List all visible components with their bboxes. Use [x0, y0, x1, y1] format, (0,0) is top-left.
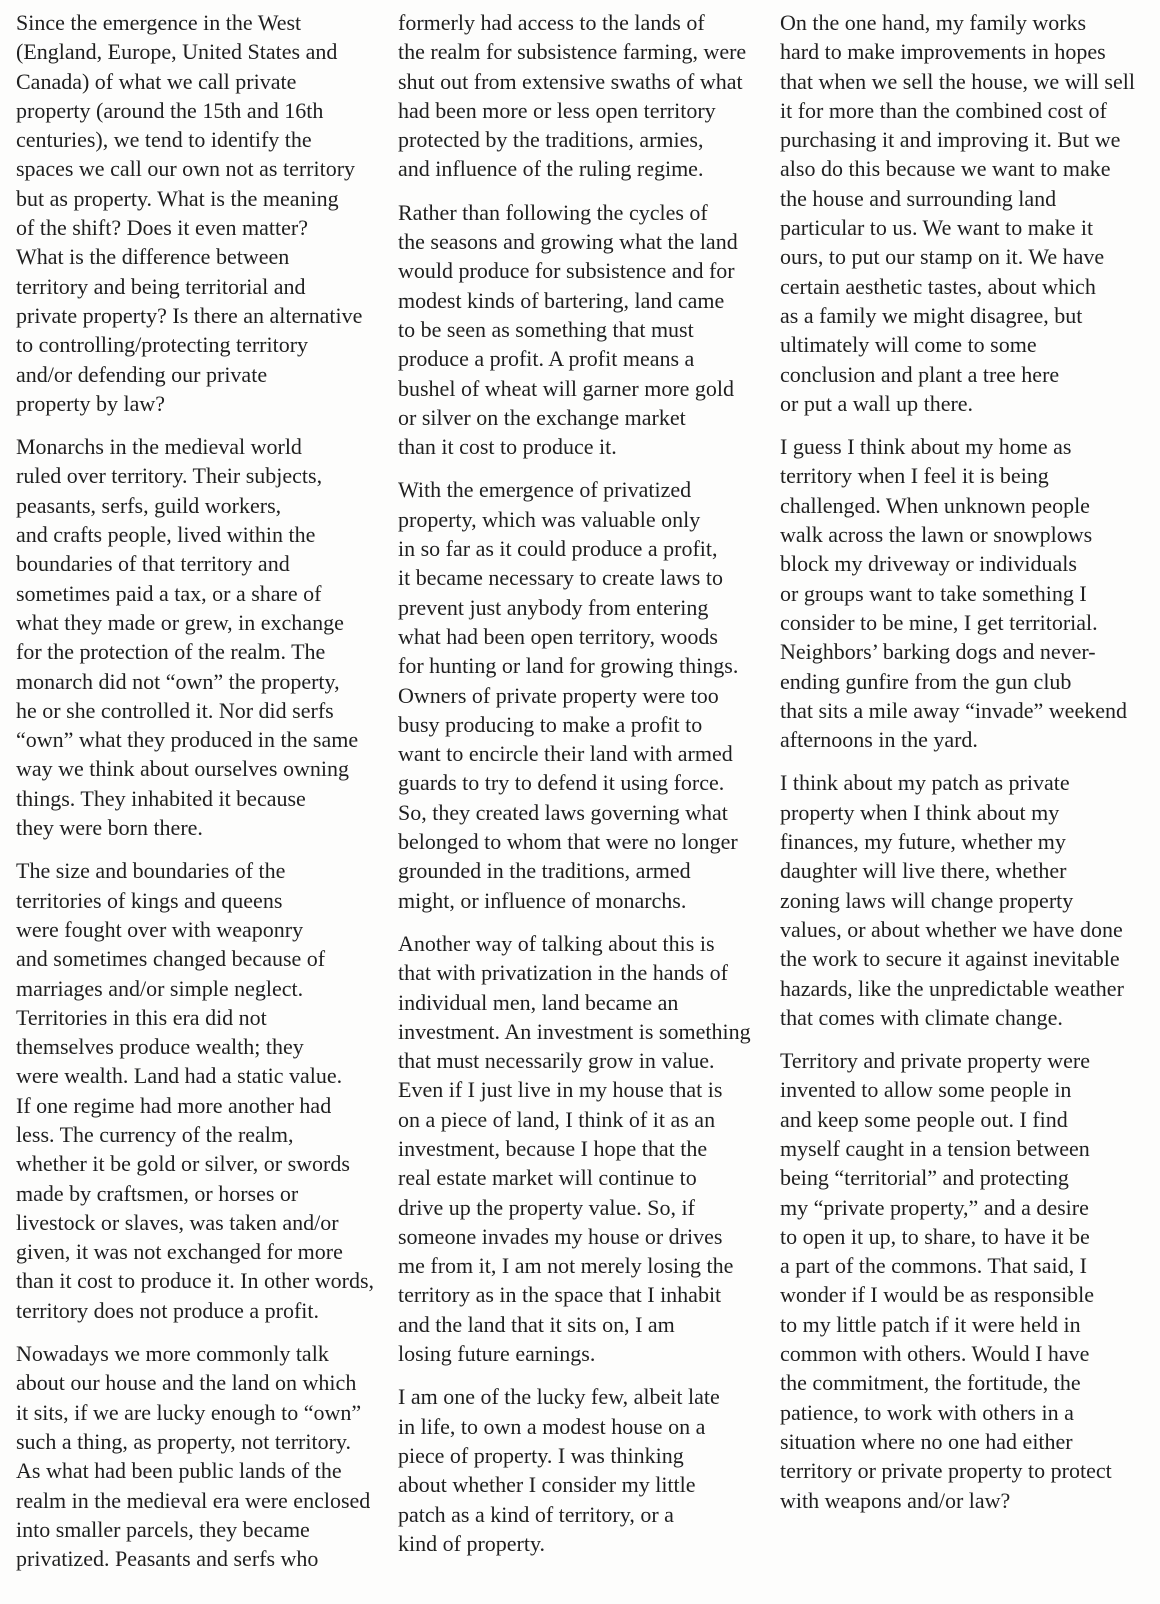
text-line: investment, because I hope that the: [398, 1135, 708, 1161]
text-line: property when I think about my: [780, 799, 1060, 825]
text-line: private property? Is there an alternative: [16, 302, 363, 328]
text-line: had been more or less open territory: [398, 97, 716, 123]
text-line: it for more than the combined cost of: [780, 97, 1107, 123]
text-line: wonder if I would be as responsible: [780, 1282, 1095, 1308]
text-line: patience, to work with others in a: [780, 1399, 1074, 1425]
text-line: I think about my patch as private: [780, 770, 1070, 796]
text-line: he or she controlled it. Nor did serfs: [16, 697, 334, 723]
text-line: and/or defending our private: [16, 361, 268, 387]
text-line: a part of the commons. That said, I: [780, 1253, 1087, 1279]
text-line: prevent just anybody from entering: [398, 594, 709, 620]
text-line: in life, to own a modest house on a: [398, 1413, 706, 1439]
text-line: afternoons in the yard.: [780, 727, 978, 753]
text-line: that sits a mile away “invade” weekend: [780, 697, 1127, 723]
paragraph: [780, 432, 1146, 754]
text-line: property by law?: [16, 390, 166, 416]
text-line: territory and being territorial and: [16, 273, 306, 299]
text-line: Since the emergence in the West: [16, 10, 302, 35]
text-line: and keep some people out. I find: [780, 1106, 1068, 1132]
text-line: territory does not produce a profit.: [16, 1297, 320, 1323]
text-line: drive up the property value. So, if: [398, 1194, 695, 1220]
text-line: of the shift? Does it even matter?: [16, 215, 309, 241]
text-line: were fought over with weaponry: [16, 916, 304, 942]
text-line: and crafts people, lived within the: [16, 522, 316, 548]
text-line: If one regime had more another had: [16, 1092, 332, 1118]
text-line: Monarchs in the medieval world: [16, 434, 302, 460]
text-line: or groups want to take something I: [780, 580, 1087, 606]
text-line: common with others. Would I have: [780, 1341, 1090, 1367]
text-line: protected by the traditions, armies,: [398, 127, 704, 153]
text-line: real estate market will continue to: [398, 1165, 697, 1191]
text-line: hazards, like the unpredictable weather: [780, 975, 1124, 1001]
text-line: hard to make improvements in hopes: [780, 39, 1106, 65]
text-line: Rather than following the cycles of: [398, 199, 708, 225]
text-line: zoning laws will change property: [780, 887, 1074, 913]
text-line: and sometimes changed because of: [16, 946, 326, 972]
text-line: ending gunfire from the gun club: [780, 668, 1072, 694]
text-line: individual men, land became an: [398, 989, 679, 1015]
text-line: want to encircle their land with armed: [398, 741, 733, 767]
text-line: and the land that it sits on, I am: [398, 1311, 675, 1337]
text-line: to my little patch if it were held in: [780, 1311, 1081, 1337]
paragraph: [398, 198, 758, 462]
text-line: kind of property.: [398, 1530, 546, 1556]
text-line: I guess I think about my home as: [780, 434, 1072, 460]
text-line: Owners of private property were too: [398, 682, 719, 708]
text-line: produce a profit. A profit means a: [398, 346, 695, 372]
text-line: bushel of wheat will garner more gold: [398, 375, 735, 401]
text-line: peasants, serfs, guild workers,: [16, 492, 282, 518]
text-line: myself caught in a tension between: [780, 1135, 1090, 1161]
text-line: investment. An investment is something: [398, 1018, 751, 1044]
text-line: sometimes paid a tax, or a share of: [16, 580, 322, 606]
text-line: territory as in the space that I inhabit: [398, 1282, 722, 1308]
text-line: in so far as it could produce a profit,: [398, 536, 718, 562]
paragraph: [398, 1382, 758, 1558]
text-line: for the protection of the realm. The: [16, 639, 326, 665]
text-line: into smaller parcels, they became: [16, 1516, 310, 1542]
text-line: finances, my future, whether my: [780, 829, 1066, 855]
text-line: “own” what they produced in the same: [16, 727, 359, 753]
paragraph: [398, 475, 758, 914]
text-line: what they made or grew, in exchange: [16, 609, 344, 635]
text-line: Territories in this era did not: [16, 1004, 267, 1030]
text-line: certain aesthetic tastes, about which: [780, 273, 1096, 299]
text-line: Another way of talking about this is: [398, 930, 715, 956]
text-line: being “territorial” and protecting: [780, 1165, 1069, 1191]
text-line: to controlling/protecting territory: [16, 332, 309, 358]
text-line: or put a wall up there.: [780, 390, 974, 416]
text-line: On the one hand, my family works: [780, 10, 1087, 35]
text-line: that with privatization in the hands of: [398, 960, 728, 986]
text-line: with weapons and/or law?: [780, 1487, 1011, 1513]
paragraph: [16, 1339, 380, 1573]
text-line: monarch did not “own” the property,: [16, 668, 340, 694]
text-line: patch as a kind of territory, or a: [398, 1501, 674, 1527]
text-line: also do this because we want to make: [780, 156, 1111, 182]
text-line: formerly had access to the lands of: [398, 10, 705, 35]
text-line: the house and surrounding land: [780, 185, 1057, 211]
text-line: territory when I feel it is being: [780, 463, 1049, 489]
text-line: As what had been public lands of the: [16, 1458, 342, 1484]
text-line: I am one of the lucky few, albeit late: [398, 1384, 720, 1410]
text-line: and influence of the ruling regime.: [398, 156, 704, 182]
text-line: invented to allow some people in: [780, 1077, 1072, 1103]
text-line: daughter will live there, whether: [780, 858, 1067, 884]
text-line: realm in the medieval era were enclosed: [16, 1487, 371, 1513]
text-line: less. The currency of the realm,: [16, 1121, 294, 1147]
text-line: busy producing to make a profit to: [398, 711, 703, 737]
text-line: ultimately will come to some: [780, 332, 1037, 358]
text-line: piece of property. I was thinking: [398, 1442, 684, 1468]
text-line: way we think about ourselves owning: [16, 756, 349, 782]
text-line: property (around the 15th and 16th: [16, 97, 324, 123]
text-line: Territory and private property were: [780, 1048, 1090, 1074]
text-line: about whether I consider my little: [398, 1472, 696, 1498]
text-line: to be seen as something that must: [398, 316, 694, 342]
text-line: belonged to whom that were no longer: [398, 829, 738, 855]
text-line: as a family we might disagree, but: [780, 302, 1083, 328]
text-line: losing future earnings.: [398, 1341, 596, 1367]
text-line: purchasing it and improving it. But we: [780, 127, 1121, 153]
text-line: values, or about whether we have done: [780, 916, 1123, 942]
text-line: the seasons and growing what the land: [398, 229, 738, 255]
text-line: they were born there.: [16, 815, 203, 841]
paragraph: [780, 768, 1146, 1032]
text-line: consider to be mine, I get territorial.: [780, 609, 1098, 635]
paragraph: [398, 929, 758, 1368]
text-line: than it cost to produce it.: [398, 434, 617, 460]
text-line: property, which was valuable only: [398, 506, 701, 532]
text-line: it became necessary to create laws to: [398, 565, 723, 591]
text-column-2: [398, 8, 758, 1572]
text-column-3: [780, 8, 1146, 1529]
text-line: given, it was not exchanged for more: [16, 1239, 343, 1265]
text-line: With the emergence of privatized: [398, 477, 692, 503]
text-line: territory or private property to protect: [780, 1458, 1112, 1484]
text-line: it sits, if we are lucky enough to “own”: [16, 1399, 362, 1425]
text-line: would produce for subsistence and for: [398, 258, 735, 284]
paragraph: [780, 8, 1146, 418]
text-line: that when we sell the house, we will sell: [780, 68, 1135, 94]
text-column-1: [16, 8, 380, 1587]
text-line: themselves produce wealth; they: [16, 1034, 304, 1060]
text-line: what had been open territory, woods: [398, 623, 718, 649]
text-line: What is the difference between: [16, 244, 290, 270]
text-line: ruled over territory. Their subjects,: [16, 463, 323, 489]
text-line: particular to us. We want to make it: [780, 215, 1094, 241]
text-line: the work to secure it against inevitable: [780, 946, 1120, 972]
text-line: guards to try to defend it using force.: [398, 770, 725, 796]
text-line: than it cost to produce it. In other words,: [16, 1268, 375, 1294]
text-line: to open it up, to share, to have it be: [780, 1223, 1090, 1249]
text-line: marriages and/or simple neglect.: [16, 975, 304, 1001]
paragraph: [16, 432, 380, 842]
text-line: someone invades my house or drives: [398, 1223, 723, 1249]
text-line: the realm for subsistence farming, were: [398, 39, 747, 65]
text-line: on a piece of land, I think of it as an: [398, 1106, 716, 1132]
text-line: centuries), we tend to identify the: [16, 127, 312, 153]
text-line: or silver on the exchange market: [398, 404, 686, 430]
text-line: spaces we call our own not as territory: [16, 156, 356, 182]
text-line: the commitment, the fortitude, the: [780, 1370, 1081, 1396]
text-line: So, they created laws governing what: [398, 799, 728, 825]
text-line: Nowadays we more commonly talk: [16, 1341, 329, 1367]
text-line: Canada) of what we call private: [16, 68, 297, 94]
text-line: situation where no one had either: [780, 1428, 1073, 1454]
text-line: territories of kings and queens: [16, 887, 283, 913]
text-line: made by craftsmen, or horses or: [16, 1180, 299, 1206]
text-line: might, or influence of monarchs.: [398, 887, 687, 913]
text-line: walk across the lawn or snowplows: [780, 522, 1093, 548]
text-line: privatized. Peasants and serfs who: [16, 1546, 319, 1572]
paragraph: [16, 8, 380, 418]
text-line: that comes with climate change.: [780, 1004, 1063, 1030]
paragraph: [16, 856, 380, 1325]
text-line: were wealth. Land had a static value.: [16, 1063, 343, 1089]
text-line: challenged. When unknown people: [780, 492, 1090, 518]
text-line: things. They inhabited it because: [16, 785, 306, 811]
text-line: (England, Europe, United States and: [16, 39, 338, 65]
text-line: boundaries of that territory and: [16, 551, 290, 577]
text-line: for hunting or land for growing things.: [398, 653, 739, 679]
text-line: conclusion and plant a tree here: [780, 361, 1060, 387]
text-line: that must necessarily grow in value.: [398, 1048, 715, 1074]
text-line: about our house and the land on which: [16, 1370, 357, 1396]
paragraph: [780, 1046, 1146, 1515]
text-line: modest kinds of bartering, land came: [398, 287, 725, 313]
text-line: The size and boundaries of the: [16, 858, 286, 884]
text-line: ours, to put our stamp on it. We have: [780, 244, 1105, 270]
text-line: my “private property,” and a desire: [780, 1194, 1089, 1220]
text-line: shut out from extensive swaths of what: [398, 68, 743, 94]
text-line: me from it, I am not merely losing the: [398, 1253, 734, 1279]
text-line: such a thing, as property, not territory.: [16, 1428, 352, 1454]
paragraph: [398, 8, 758, 184]
text-line: Even if I just live in my house that is: [398, 1077, 723, 1103]
text-line: block my driveway or individuals: [780, 551, 1077, 577]
text-line: Neighbors’ barking dogs and never-: [780, 639, 1096, 665]
text-line: livestock or slaves, was taken and/or: [16, 1209, 339, 1235]
text-line: whether it be gold or silver, or swords: [16, 1151, 350, 1177]
text-line: but as property. What is the meaning: [16, 185, 339, 211]
text-line: grounded in the traditions, armed: [398, 858, 691, 884]
